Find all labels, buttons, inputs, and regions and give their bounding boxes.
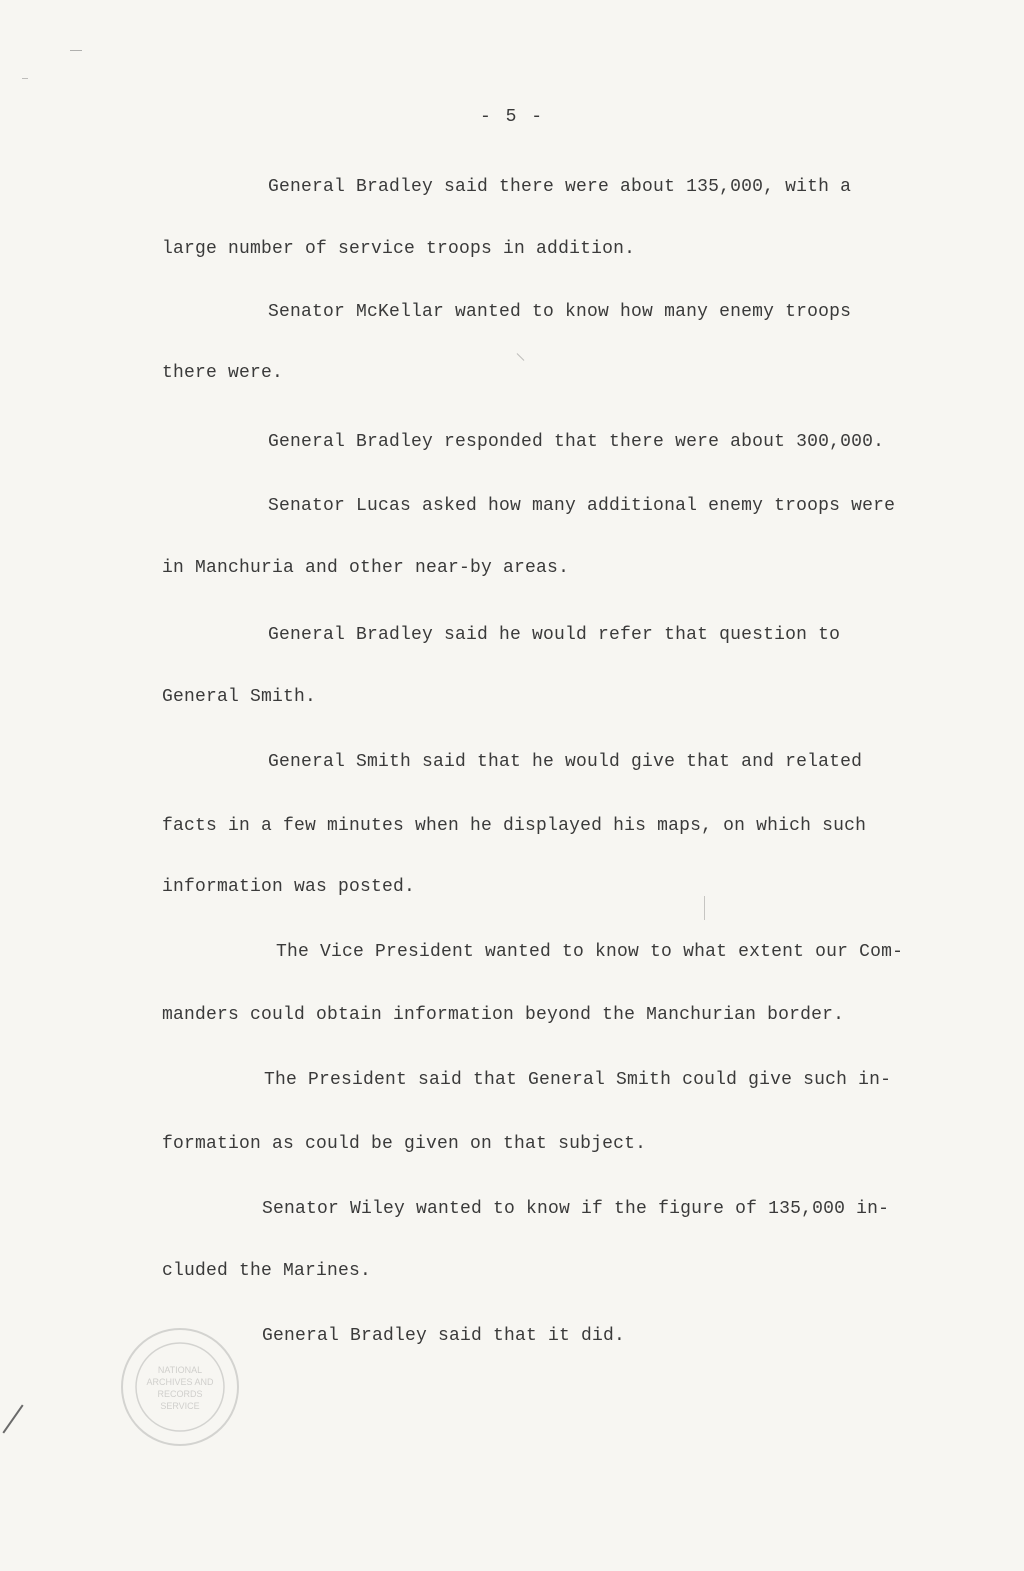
scan-mark-right: [704, 896, 705, 920]
paragraph-4-line-2: in Manchuria and other near-by areas.: [162, 558, 570, 578]
paragraph-2-line-1: Senator McKellar wanted to know how many enemy troops: [268, 302, 852, 322]
paragraph-4-line-1: Senator Lucas asked how many additional enemy troops were: [268, 496, 896, 516]
scan-mark-top-left-2: [22, 78, 28, 79]
paragraph-5-line-2: General Smith.: [162, 687, 317, 707]
paragraph-3-line-1: General Bradley responded that there were about 300,000.: [268, 432, 885, 452]
scan-mark-center: [517, 353, 525, 361]
paragraph-9-line-2: cluded the Marines.: [162, 1261, 372, 1281]
archives-seal-stamp-icon: [118, 1325, 243, 1450]
paragraph-1-line-1: General Bradley said there were about 135,000, with a: [268, 177, 852, 197]
paragraph-10-line-1: General Bradley said that it did.: [262, 1326, 626, 1346]
scan-mark-top-left: [70, 50, 82, 51]
paragraph-7-line-2: manders could obtain information beyond the Manchurian border.: [162, 1005, 845, 1025]
paragraph-1-line-2: large number of service troops in addition.: [162, 239, 636, 259]
page-number: - 5 -: [479, 107, 544, 127]
paragraph-8-line-2: formation as could be given on that subject.: [162, 1134, 647, 1154]
svg-text:NATIONAL: NATIONAL: [157, 1365, 203, 1375]
scan-mark-slash: [2, 1405, 23, 1434]
paragraph-5-line-1: General Bradley said he would refer that question to: [268, 625, 841, 645]
svg-text:SERVICE: SERVICE: [160, 1401, 200, 1411]
paragraph-7-line-1: The Vice President wanted to know to what extent our Com-: [276, 942, 904, 962]
paragraph-6-line-2: facts in a few minutes when he displayed his maps, on which such: [162, 816, 867, 836]
svg-text:RECORDS: RECORDS: [157, 1389, 203, 1399]
paragraph-6-line-3: information was posted.: [162, 877, 416, 897]
paragraph-2-line-2: there were.: [162, 363, 284, 383]
paragraph-6-line-1: General Smith said that he would give that and related: [268, 752, 863, 772]
svg-text:ARCHIVES AND: ARCHIVES AND: [146, 1377, 214, 1387]
paragraph-8-line-1: The President said that General Smith could give such in-: [264, 1070, 892, 1090]
paragraph-9-line-1: Senator Wiley wanted to know if the figure of 135,000 in-: [262, 1199, 890, 1219]
